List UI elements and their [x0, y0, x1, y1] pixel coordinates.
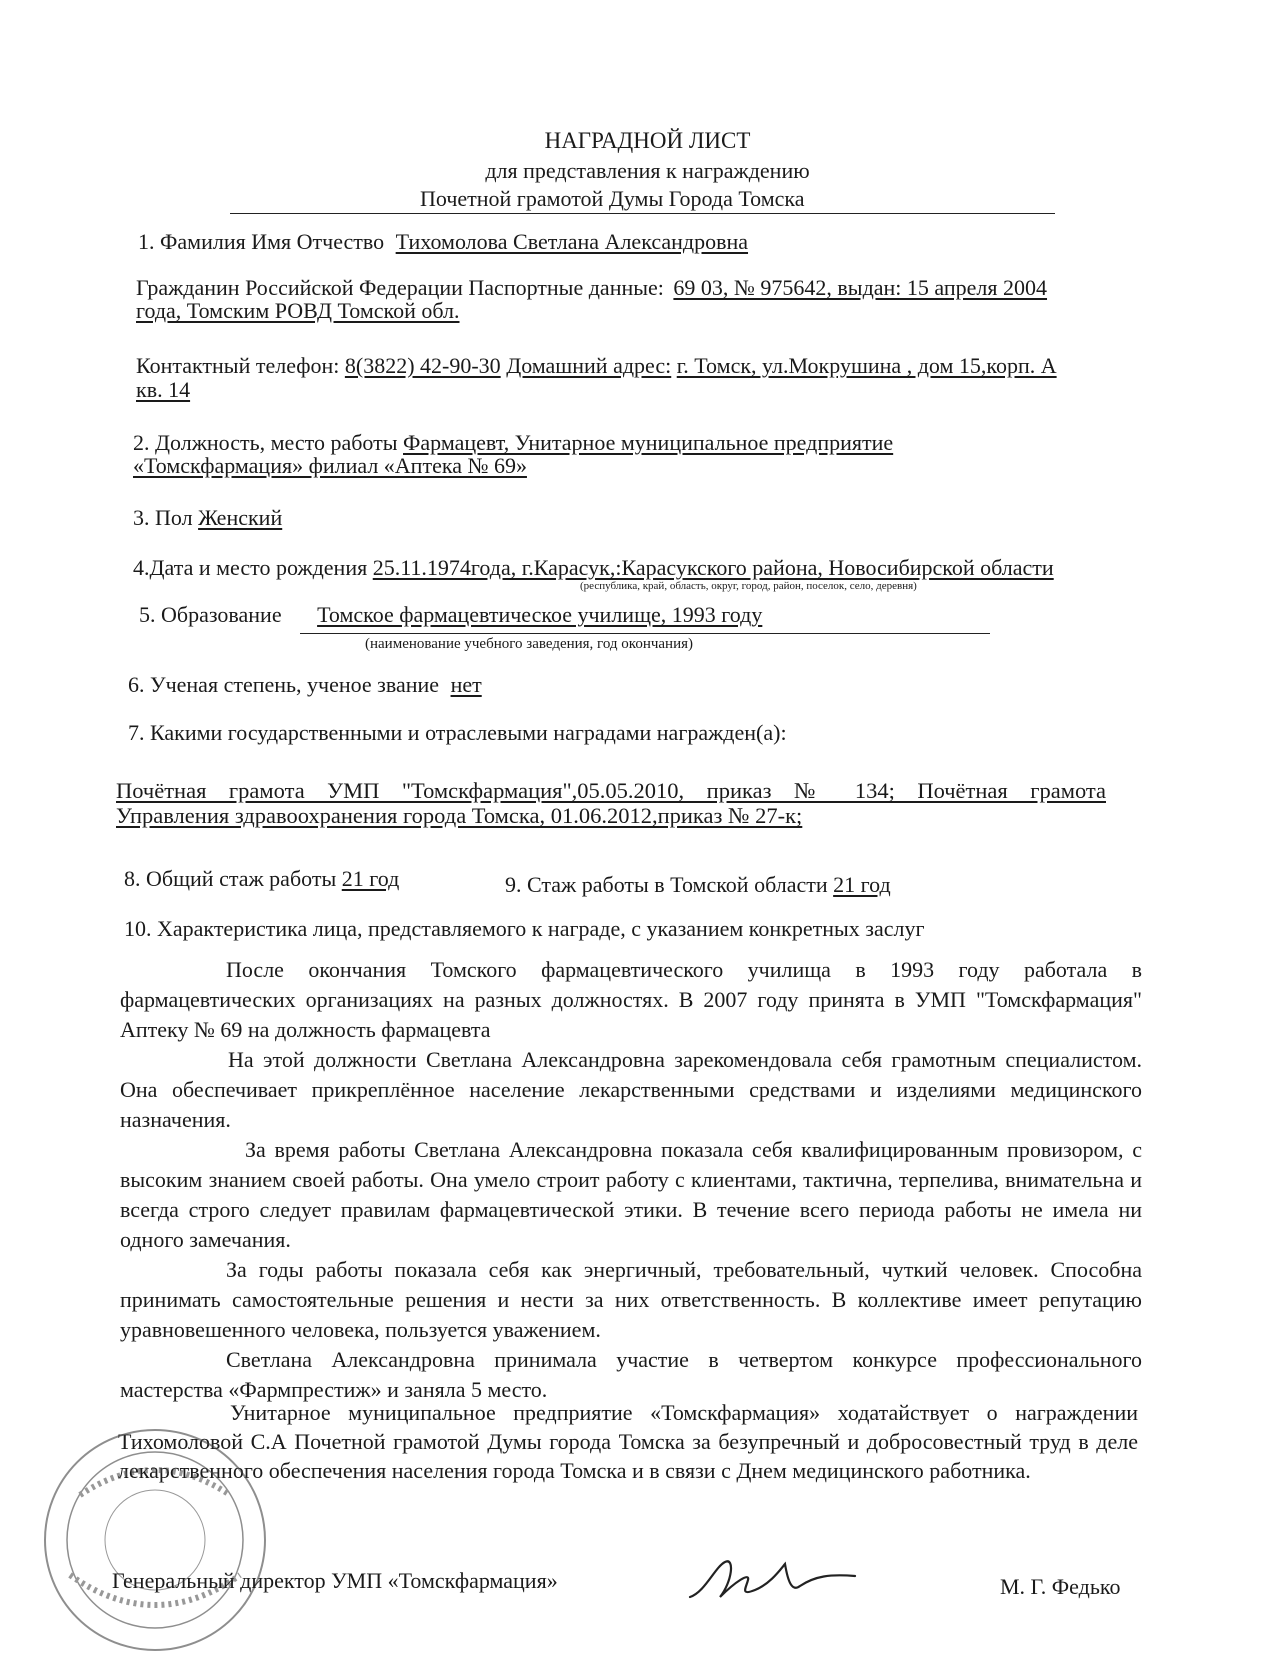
- signature: [680, 1552, 880, 1612]
- position-label: 2. Должность, место работы: [133, 430, 398, 455]
- passport-label: Гражданин Российской Федерации Паспортные данные:: [136, 275, 664, 300]
- degree-row: [128, 672, 482, 698]
- gender-value: Женский: [198, 505, 283, 530]
- passport-value: 69 03, № 975642, выдан: 15 апреля 2004: [673, 275, 1048, 300]
- education-hint: (наименование учебного заведения, год окончания): [365, 636, 693, 652]
- address-value: г. Томск, ул.Мокрушина , дом 15,корп. А: [676, 353, 1057, 378]
- position-value: Фармацевт, Унитарное муниципальное предприятие: [403, 430, 894, 455]
- fio-row: [138, 229, 748, 255]
- education-row: [139, 602, 762, 628]
- characteristic-text: [120, 955, 1142, 1405]
- director-name: М. Г. Федько: [1000, 1574, 1121, 1599]
- degree-label: 6. Ученая степень, ученое звание: [128, 672, 440, 697]
- document-title: НАГРАДНОЙ ЛИСТ: [544, 128, 751, 153]
- characteristic-paragraph: На этой должности Светлана Александровна зарекомендовала себя грамотным специалистом. Она обеспечивает прикреплённое население лекарственными средствами и изделиями медицинского назначения.: [120, 1047, 1142, 1132]
- fio-label: 1. Фамилия Имя Отчество: [138, 229, 385, 254]
- awards-value-line1: Почётная грамота УМП "Томскфармация",05.05.2010, приказ № 134; Почётная грамота: [116, 778, 1106, 803]
- awards-label: 7. Какими государственными и отраслевыми наградами награжден(а):: [128, 720, 787, 745]
- awards-value-line2: Управления здравоохранения города Томска, 01.06.2012,приказ № 27-к;: [116, 803, 803, 828]
- tomsk-experience-row: [505, 872, 891, 898]
- phone-label: Контактный телефон:: [136, 353, 340, 378]
- tomsk-experience-label: 9. Стаж работы в Томской области: [505, 872, 828, 897]
- education-value: Томское фармацевтическое училище, 1993 году: [317, 602, 763, 627]
- document-subtitle: для представления к награждению: [485, 158, 810, 183]
- birth-label: 4.Дата и место рождения: [133, 555, 368, 580]
- tomsk-experience-value: 21 год: [833, 872, 891, 897]
- award-name: Почетной грамотой Думы Города Томска: [420, 186, 805, 211]
- degree-value: нет: [450, 672, 482, 697]
- gender-label: 3. Пол: [133, 505, 193, 530]
- phone-value: 8(3822) 42-90-30: [344, 353, 501, 378]
- experience-row: [124, 866, 399, 892]
- birth-value: 25.11.1974года, г.Карасук,:Карасукского района, Новосибирской области: [372, 555, 1054, 580]
- fio-value: Тихомолова Светлана Александровна: [395, 229, 749, 254]
- position-value-cont: «Томскфармация» филиал «Аптека № 69»: [133, 453, 527, 478]
- education-label: 5. Образование: [139, 602, 282, 627]
- experience-value: 21 год: [341, 866, 400, 891]
- contact-row: [136, 353, 1057, 379]
- experience-label: 8. Общий стаж работы: [124, 866, 337, 891]
- director-position: Генеральный директор УМП «Томскфармация»: [112, 1568, 558, 1593]
- characteristic-label: 10. Характеристика лица, представляемого к награде, с указанием конкретных заслуг: [124, 916, 925, 941]
- petition: [118, 1398, 1138, 1485]
- gender-row: [133, 505, 282, 531]
- birth-row: [133, 555, 1054, 581]
- stamp-seal: [40, 1425, 270, 1655]
- address-value-cont: кв. 14: [136, 377, 191, 402]
- awards-value: [116, 778, 1106, 828]
- characteristic-paragraph: После окончания Томского фармацевтического училища в 1993 году работала в фармацевтических организациях на разных должностях. В 2007 году принята в УМП "Томскфармация" Аптеку № 69 на должность фармацевта: [120, 957, 1142, 1042]
- passport-value-cont: года, Томским РОВД Томской обл.: [136, 298, 460, 323]
- characteristic-paragraph: За годы работы показала себя как энергичный, требовательный, чуткий человек. Способна принимать самостоятельные решения и нести за них ответственность. В коллективе имеет репутацию уравновешенного человека, пользуется уважением.: [120, 1257, 1142, 1342]
- award-underline: [230, 213, 1055, 214]
- education-underline: [300, 633, 990, 634]
- address-label: Домашний адрес:: [506, 353, 672, 378]
- characteristic-paragraph: Светлана Александровна принимала участие в четвертом конкурсе профессионального мастерства «Фармпрестиж» и заняла 5 место.: [120, 1347, 1142, 1402]
- characteristic-paragraph: За время работы Светлана Александровна показала себя квалифицированным провизором, с высоким знанием своей работы. Она умело строит работу с клиентами, тактична, терпелива, внимательна и всегда строго следует правилам фармацевтической этики. В течение всего периода работы не имела ни одного замечания.: [120, 1137, 1142, 1252]
- petition-text: Унитарное муниципальное предприятие «Томскфармация» ходатайствует о награждении Тихомоловой С.А Почетной грамотой Думы города Томска за безупречный и добросовестный труд в деле лекарственного обеспечения населения города Томска и в связи с Днем медицинского работника.: [118, 1400, 1138, 1483]
- birth-hint: (республика, край, область, округ, город, район, поселок, село, деревня): [580, 580, 917, 592]
